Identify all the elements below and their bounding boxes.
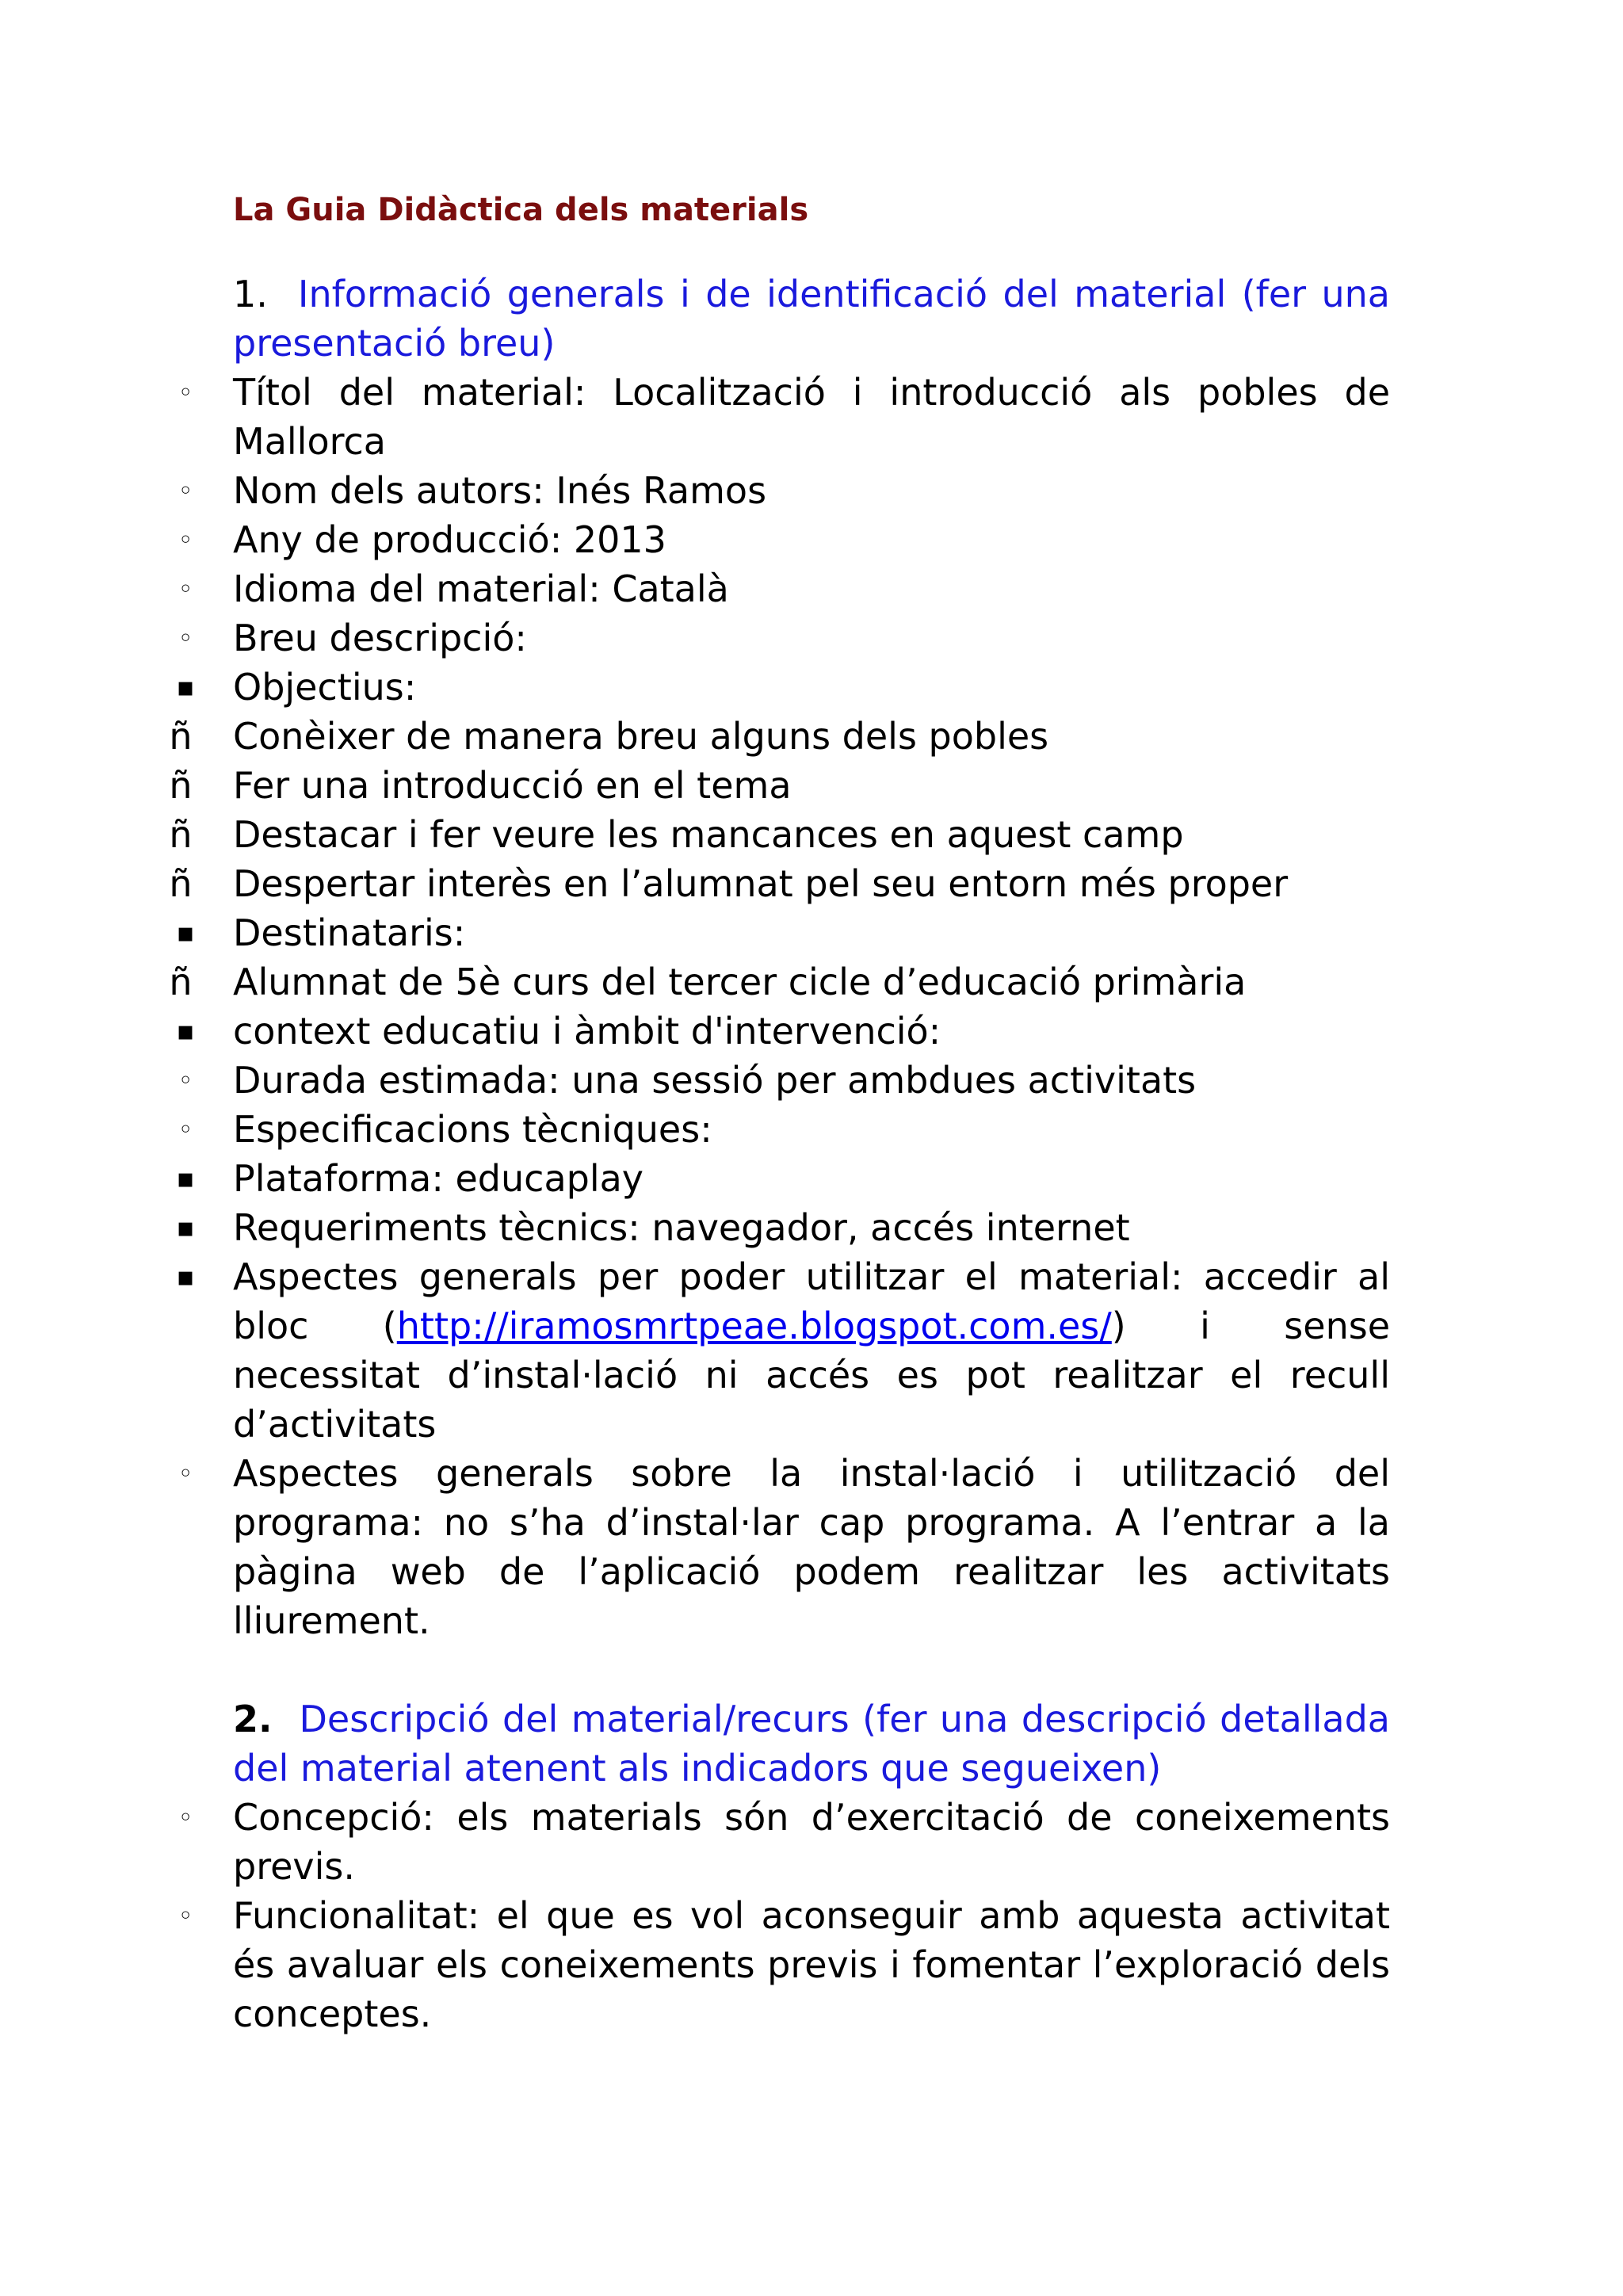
blog-link[interactable]: http://iramosmrtpeae.blogspot.com.es/ [396,1305,1112,1347]
list-item-text: Funcionalitat: el que es vol aconseguir amb aquesta activitat és avaluar els coneixements previs i fomentar l’exploració dels conceptes. [233,1894,1390,2035]
document-body [169,269,1390,2038]
circle-bullet-icon: ◦ [178,623,193,653]
section-spacer [233,1645,1390,1694]
list-item-text: Destacar i fer veure les mancances en aquest camp [233,813,1184,856]
section-2-heading [233,1694,1390,1793]
list-item [176,1007,1390,1056]
square-bullet-icon: ▪ [176,1015,195,1047]
document-title: La Guia Didàctica dels materials [233,192,809,228]
list-item-text: Destinataris: [233,911,466,954]
list-item-text: Conèixer de manera breu alguns dels pobles [233,715,1049,758]
section-2-heading-text: Descripció del material/recurs (fer una descripció detallada del material atenent als indicadors que segueixen) [233,1698,1390,1790]
square-bullet-icon: ▪ [176,1163,195,1194]
circle-bullet-icon: ◦ [178,1114,193,1144]
square-bullet-icon: ▪ [176,1212,195,1244]
list-item-aspects [176,1252,1390,1449]
section-1-heading-text: Informació generals i de identificació del material (fer una presentació breu) [233,273,1390,365]
list-item-text: Objectius: [233,666,417,709]
circle-bullet-icon: ◦ [178,525,193,555]
list-item-text: Plataforma: educaplay [233,1157,644,1200]
enye-bullet-icon: ñ [169,764,193,807]
circle-bullet-icon: ◦ [178,1458,193,1488]
list-item-text: Aspectes generals sobre la instal·lació i utilització del programa: no s’ha d’instal·lar cap programa. A l’entrar a la pàgina web de l’aplicació podem realitzar les activitats lliurement. [233,1452,1390,1642]
circle-bullet-icon: ◦ [178,377,193,407]
list-item [169,761,1390,810]
list-item [176,1203,1390,1252]
circle-bullet-icon: ◦ [178,1802,193,1832]
circle-bullet-icon: ◦ [178,574,193,604]
list-item-install [178,1449,1390,1645]
list-item-text: Especificacions tècniques: [233,1108,712,1151]
section-2-list [178,1793,1390,2038]
circle-bullet-icon: ◦ [178,1901,193,1931]
list-item-text: Durada estimada: una sessió per ambdues activitats [233,1059,1197,1102]
list-item-text: Breu descripció: [233,617,527,659]
square-bullet-icon: ▪ [176,917,195,949]
list-item [178,368,1390,466]
enye-bullet-icon: ñ [169,715,193,758]
list-item [178,1105,1390,1154]
circle-bullet-icon: ◦ [178,1065,193,1095]
section-1-number: 1. [233,273,268,315]
list-item [178,466,1390,515]
list-item-text: Nom dels autors: Inés Ramos [233,469,767,512]
list-item [176,908,1390,957]
section-2-number: 2. [233,1698,273,1740]
list-item [178,1056,1390,1105]
list-item [169,957,1390,1007]
list-item [178,564,1390,613]
enye-bullet-icon: ñ [169,862,193,905]
section-1-list [169,368,1390,1645]
section-1-heading [233,269,1390,368]
square-bullet-icon: ▪ [176,1261,195,1293]
list-item [169,712,1390,761]
aspects-text-before: Aspectes generals per poder utilitzar el material: accedir al bloc ( [233,1255,1390,1347]
list-item-text: Concepció: els materials són d’exercitació de coneixements previs. [233,1796,1390,1888]
list-item [178,1891,1390,2038]
list-item [178,1793,1390,1891]
square-bullet-icon: ▪ [176,671,195,703]
enye-bullet-icon: ñ [169,961,193,1003]
list-item [169,810,1390,859]
list-item [178,515,1390,564]
list-item-text: Alumnat de 5è curs del tercer cicle d’educació primària [233,961,1247,1003]
list-item-text: Despertar interès en l’alumnat pel seu entorn més proper [233,862,1289,905]
list-item-text: Requeriments tècnics: navegador, accés internet [233,1206,1130,1249]
list-item [176,663,1390,712]
list-item-text: Fer una introducció en el tema [233,764,792,807]
circle-bullet-icon: ◦ [178,476,193,506]
list-item-text: context educatiu i àmbit d'intervenció: [233,1010,941,1052]
list-item-text: Títol del material: Localització i introducció als pobles de Mallorca [233,371,1390,463]
list-item [178,613,1390,663]
list-item [176,1154,1390,1203]
enye-bullet-icon: ñ [169,813,193,856]
list-item [169,859,1390,908]
list-item-text: Idioma del material: Català [233,567,729,610]
list-item-text: Any de producció: 2013 [233,518,666,561]
aspects-text-after: ) i sense necessitat d’instal·lació ni accés es pot realitzar el recull d’activitats [233,1305,1390,1446]
